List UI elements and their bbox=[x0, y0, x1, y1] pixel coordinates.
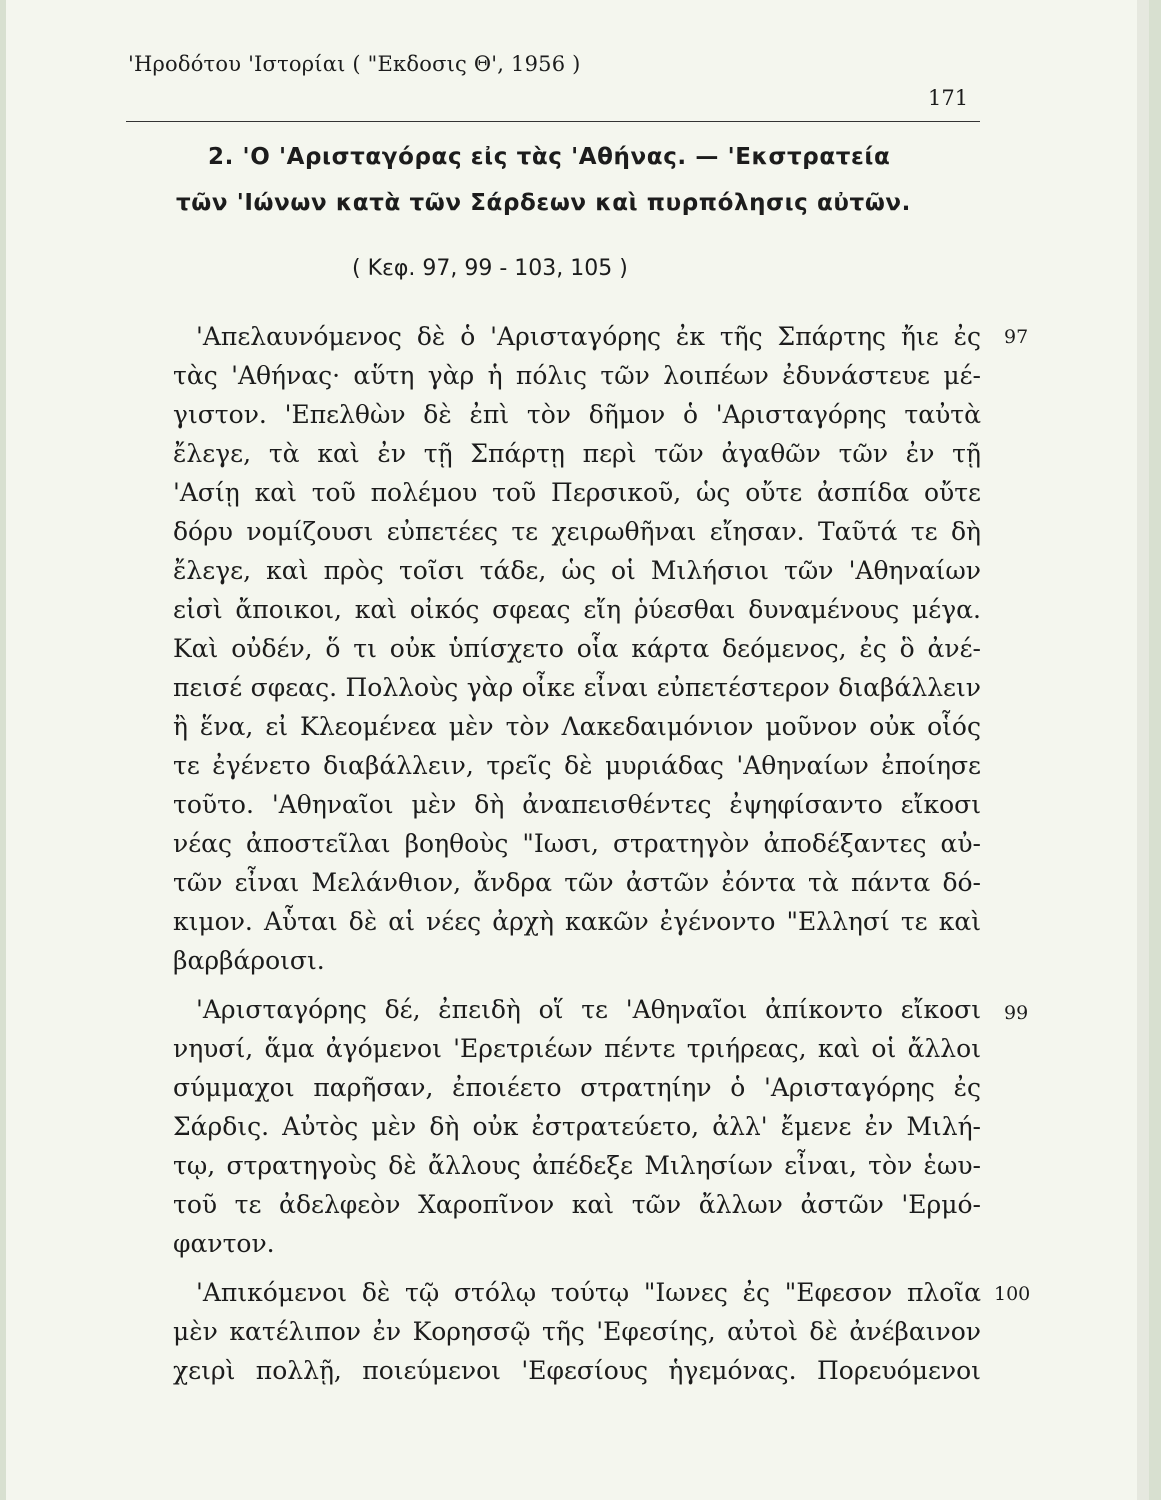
margin-chapter-number: 97 bbox=[1004, 326, 1029, 348]
body-text bbox=[6, 0, 1149, 1500]
text-line: 'Απελαυνόμενος δὲ ὁ 'Αρισταγόρης ἐκ τῆς Σπάρτης ἤιε ἐς bbox=[196, 322, 981, 351]
text-line: σύμμαχοι παρῆσαν, ἐποιέετο στρατηίην ὁ 'Αρισταγόρης ἐς bbox=[173, 1073, 981, 1102]
text-line: 'Ασίῃ καὶ τοῦ πολέμου τοῦ Περσικοῦ, ὡς οὔτε ἀσπίδα οὔτε bbox=[173, 478, 981, 507]
text-line: τὰς 'Αθήνας· αὕτη γὰρ ἡ πόλις τῶν λοιπέων ἐδυνάστευε μέ- bbox=[173, 361, 981, 390]
text-line: ἔλεγε, καὶ πρὸς τοῖσι τάδε, ὡς οἱ Μιλήσιοι τῶν 'Αθηναίων bbox=[173, 556, 981, 585]
book-page bbox=[6, 0, 1149, 1500]
text-line: τῳ, στρατηγοὺς δὲ ἄλλους ἀπέδεξε Μιλησίων εἶναι, τὸν ἑωυ- bbox=[173, 1151, 981, 1180]
text-line: χειρὶ πολλῇ, ποιεύμενοι 'Εφεσίους ἡγεμόνας. Πορευόμενοι bbox=[173, 1356, 981, 1385]
text-line: φαντον. bbox=[173, 1229, 275, 1258]
text-line: γιστον. 'Επελθὼν δὲ ἐπὶ τὸν δῆμον ὁ 'Αρισταγόρης ταὐτὰ bbox=[173, 400, 981, 429]
text-line: τοῦ τε ἀδελφεὸν Χαροπῖνον καὶ τῶν ἄλλων ἀστῶν 'Ερμό- bbox=[173, 1190, 981, 1219]
text-line: τε ἐγένετο διαβάλλειν, τρεῖς δὲ μυριάδας 'Αθηναίων ἐποίησε bbox=[173, 751, 981, 780]
page-number: 171 bbox=[928, 86, 969, 110]
running-head: 'Ηροδότου 'Ιστορίαι ( "Εκδοσις Θ', 1956 ) bbox=[128, 52, 581, 76]
chapter-reference: ( Κεφ. 97, 99 - 103, 105 ) bbox=[352, 256, 628, 281]
text-line: μὲν κατέλιπον ἐν Κορησσῷ τῆς 'Εφεσίης, αὐτοὶ δὲ ἀνέβαινον bbox=[173, 1317, 981, 1346]
text-line: πεισέ σφεας. Πολλοὺς γὰρ οἶκε εἶναι εὐπετέστερον διαβάλλειν bbox=[173, 673, 981, 702]
text-line: βαρβάροισι. bbox=[173, 946, 325, 975]
text-line: ἢ ἕνα, εἰ Κλεομένεα μὲν τὸν Λακεδαιμόνιον μοῦνον οὐκ οἷός bbox=[173, 712, 981, 741]
section-heading-line-1: 2. 'Ο 'Αρισταγόρας εἰς τὰς 'Αθήνας. — 'Εκστρατεία bbox=[208, 144, 891, 170]
text-line: κιμον. Αὗται δὲ αἱ νέες ἀρχὴ κακῶν ἐγένοντο "Ελλησί τε καὶ bbox=[173, 907, 981, 936]
text-line: 'Απικόμενοι δὲ τῷ στόλῳ τούτῳ "Ιωνες ἐς "Εφεσον πλοῖα bbox=[196, 1278, 981, 1307]
text-line: τοῦτο. 'Αθηναῖοι μὲν δὴ ἀναπεισθέντες ἐψηφίσαντο εἴκοσι bbox=[173, 790, 981, 819]
text-line: εἰσὶ ἄποικοι, καὶ οἰκός σφεας εἴη ῥύεσθαι δυναμένους μέγα. bbox=[173, 595, 981, 624]
margin-chapter-number: 100 bbox=[994, 1283, 1031, 1305]
text-line: Σάρδις. Αὐτὸς μὲν δὴ οὐκ ἐστρατεύετο, ἀλλ' ἔμενε ἐν Μιλή- bbox=[173, 1112, 981, 1141]
text-line: δόρυ νομίζουσι εὐπετέες τε χειρωθῆναι εἴησαν. Ταῦτά τε δὴ bbox=[173, 517, 981, 546]
text-line: 'Αρισταγόρης δέ, ἐπειδὴ οἵ τε 'Αθηναῖοι ἀπίκοντο εἴκοσι bbox=[196, 995, 981, 1024]
text-line: ἔλεγε, τὰ καὶ ἐν τῇ Σπάρτῃ περὶ τῶν ἀγαθῶν τῶν ἐν τῇ bbox=[173, 439, 981, 468]
text-line: νηυσί, ἅμα ἀγόμενοι 'Ερετριέων πέντε τριήρεας, καὶ οἱ ἄλλοι bbox=[173, 1034, 981, 1063]
section-heading-line-2: τῶν 'Ιώνων κατὰ τῶν Σάρδεων καὶ πυρπόλησις αὐτῶν. bbox=[176, 190, 912, 216]
text-line: τῶν εἶναι Μελάνθιον, ἄνδρα τῶν ἀστῶν ἐόντα τὰ πάντα δό- bbox=[173, 868, 981, 897]
margin-chapter-number: 99 bbox=[1004, 1002, 1029, 1024]
text-line: Καὶ οὐδέν, ὅ τι οὐκ ὑπίσχετο οἷα κάρτα δεόμενος, ἐς ὃ ἀνέ- bbox=[173, 634, 981, 663]
text-line: νέας ἀποστεῖλαι βοηθοὺς "Ιωσι, στρατηγὸν ἀποδέξαντες αὐ- bbox=[173, 829, 981, 858]
